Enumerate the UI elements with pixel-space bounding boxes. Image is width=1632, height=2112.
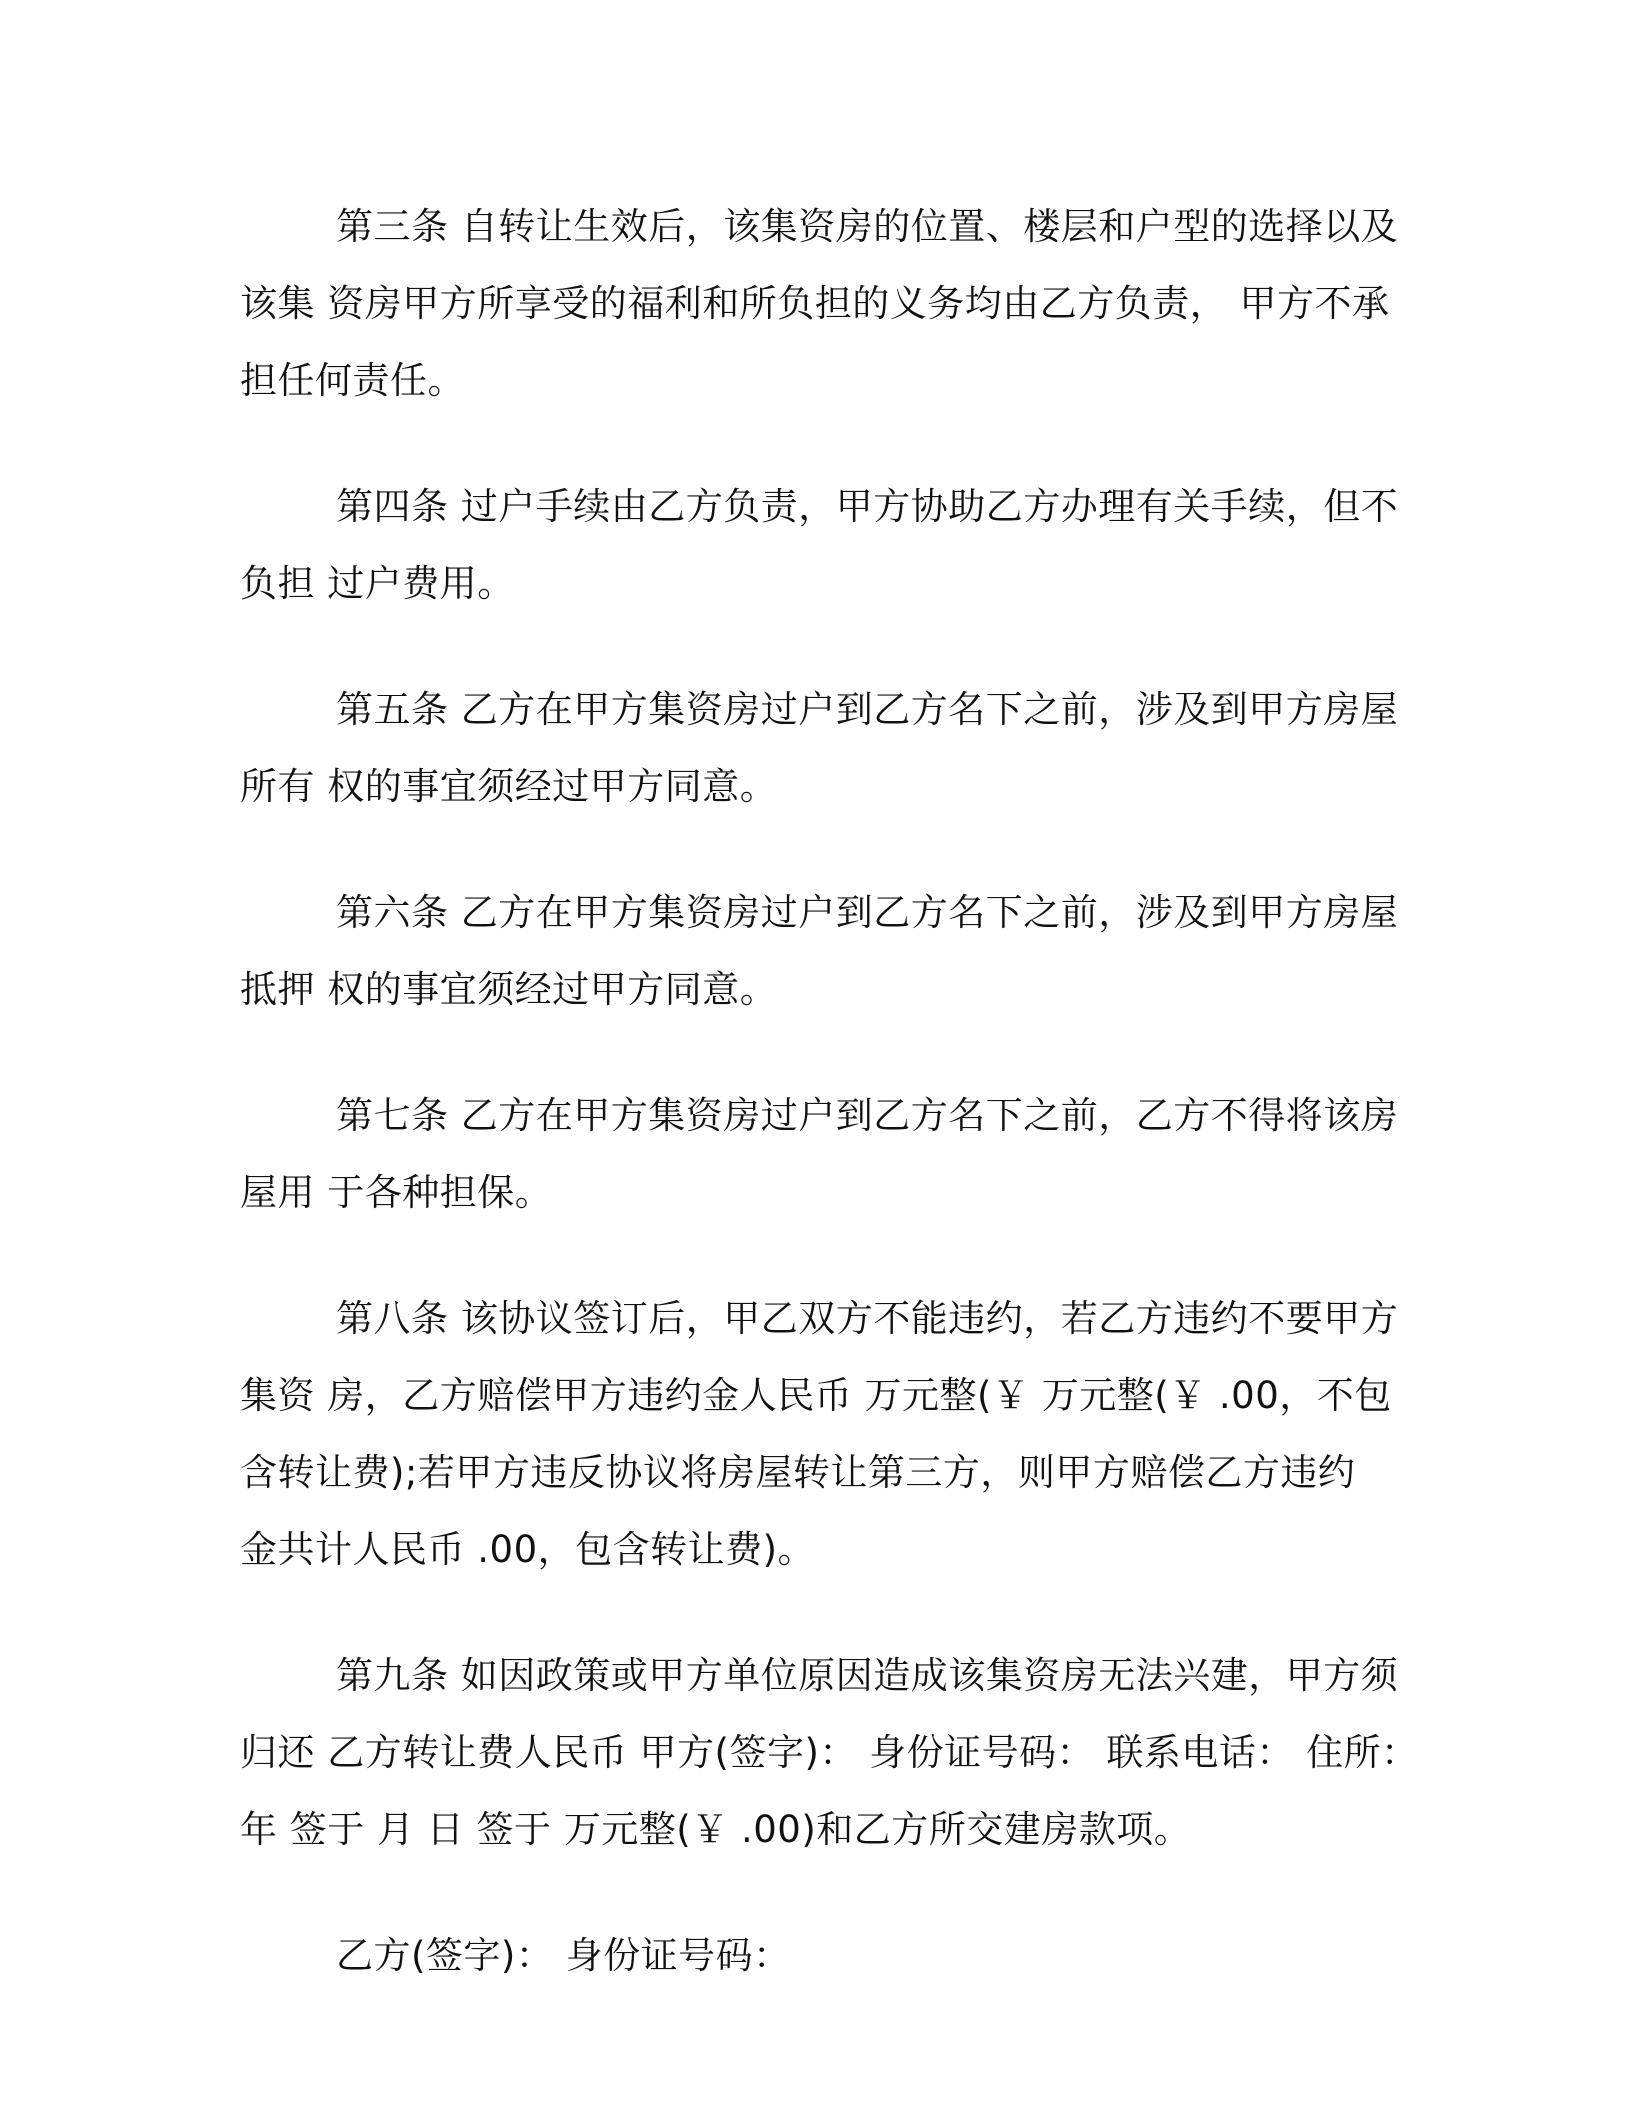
clause-text-line: 第九条 如因政策或甲方单位原因造成该集资房无法兴建，甲方须 — [336, 1654, 1399, 1697]
clause-text-line: 第五条 乙方在甲方集资房过户到乙方名下之前，涉及到甲方房屋 — [336, 688, 1399, 731]
clause-text-line: 屋用 于各种担保。 — [240, 1171, 553, 1214]
clause-article-5 — [240, 671, 1399, 825]
clause-text-line: 第四条 过户手续由乙方负责，甲方协助乙方办理有关手续，但不 — [336, 485, 1399, 528]
clause-text-line: 第七条 乙方在甲方集资房过户到乙方名下之前，乙方不得将该房 — [336, 1094, 1399, 1137]
signature-line: 乙方(签字)： 身份证号码： — [336, 1934, 791, 1977]
clause-text-line: 金共计人民币 .00，包含转让费)。 — [240, 1528, 816, 1571]
clause-text-line: 所有 权的事宜须经过甲方同意。 — [240, 765, 778, 808]
clause-article-9 — [240, 1637, 1419, 1868]
clause-text-line: 第六条 乙方在甲方集资房过户到乙方名下之前，涉及到甲方房屋 — [336, 891, 1399, 934]
clause-text-line: 第八条 该协议签订后，甲乙双方不能违约，若乙方违约不要甲方 — [336, 1297, 1399, 1340]
clause-text-line: 年 签于 月 日 签于 万元整(￥ .00)和乙方所交建房款项。 — [240, 1808, 1192, 1851]
clause-text-line: 含转让费);若甲方违反协议将房屋转让第三方，则甲方赔偿乙方违约 — [240, 1451, 1356, 1494]
clause-article-3 — [240, 188, 1399, 419]
clause-text-line: 第三条 自转让生效后，该集资房的位置、楼层和户型的选择以及 — [336, 205, 1399, 248]
clause-text-line: 归还 乙方转让费人民币 甲方(签字)： 身份证号码： 联系电话： 住所： — [240, 1731, 1419, 1774]
clause-article-8 — [240, 1280, 1399, 1588]
clause-article-6 — [240, 874, 1399, 1028]
clause-article-4 — [240, 468, 1399, 622]
clause-text-line: 抵押 权的事宜须经过甲方同意。 — [240, 968, 778, 1011]
clause-text-line: 担任何责任。 — [240, 359, 465, 402]
clause-text-line: 负担 过户费用。 — [240, 562, 515, 605]
clause-article-7 — [240, 1077, 1399, 1231]
clause-text-line: 集资 房，乙方赔偿甲方违约金人民币 万元整(￥ 万元整(￥ .00，不包 — [240, 1374, 1392, 1417]
document-body — [240, 188, 1419, 2043]
signature-party-b — [240, 1917, 1390, 1994]
clause-text-line: 该集 资房甲方所享受的福利和所负担的义务均由乙方负责， 甲方不承 — [240, 282, 1390, 325]
